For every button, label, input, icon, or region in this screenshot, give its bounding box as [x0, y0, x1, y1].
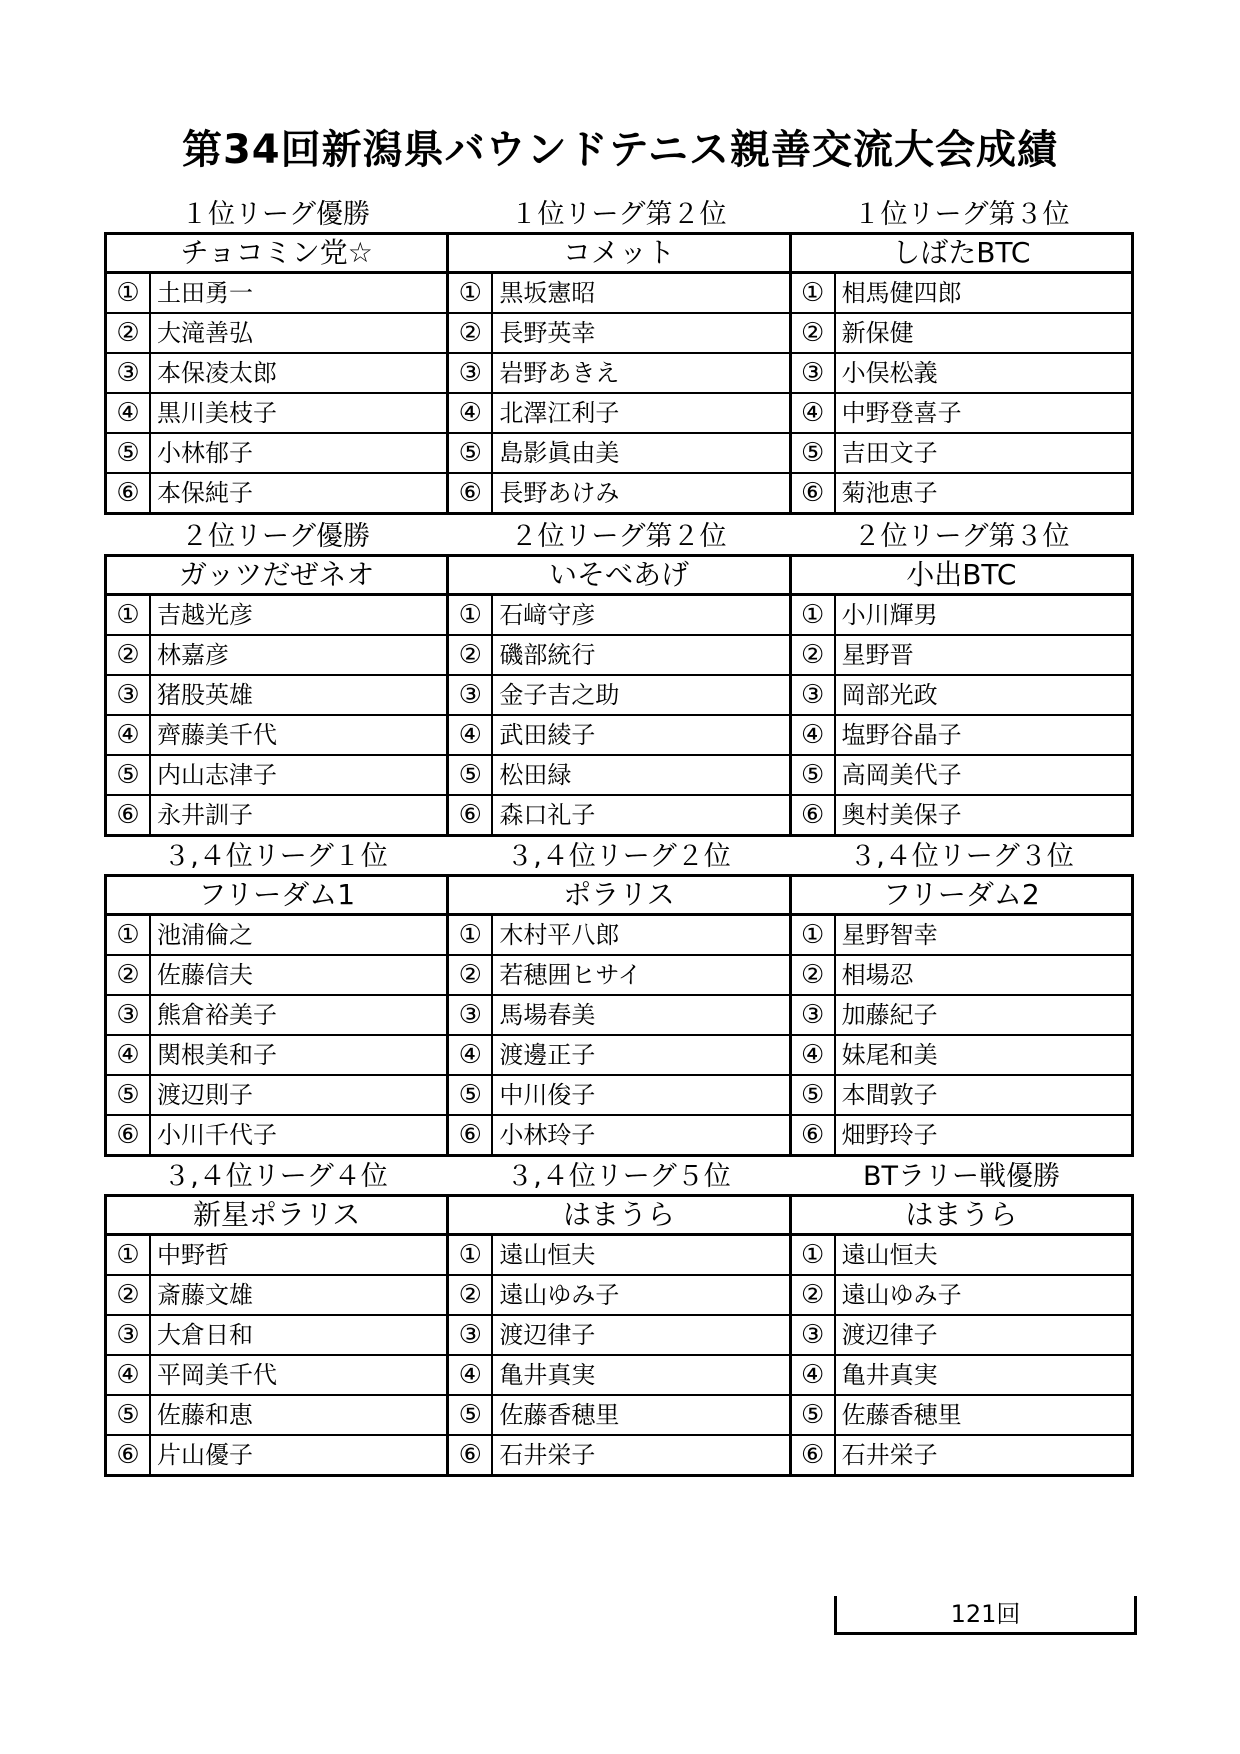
member-row	[792, 434, 1134, 474]
member-row	[107, 596, 449, 636]
member-name: 林嘉彦	[157, 641, 229, 669]
member-name: 中野登喜子	[841, 399, 962, 427]
member-row	[107, 1396, 449, 1436]
member-row	[449, 1076, 791, 1116]
member-row	[792, 1356, 1134, 1396]
ranking-caption: １位リーグ第３位	[853, 199, 1070, 230]
results-table	[104, 232, 1134, 515]
member-number: ⑥	[107, 474, 151, 512]
ranking-caption: ３,４位リーグ１位	[163, 841, 388, 872]
member-row	[107, 676, 449, 716]
member-name: 土田勇一	[157, 279, 253, 307]
member-number: ①	[792, 274, 836, 312]
member-name: 斎藤文雄	[157, 1281, 253, 1309]
member-name: 吉田文子	[841, 439, 938, 467]
ranking-caption: ２位リーグ第２位	[510, 521, 727, 552]
member-name: 佐藤和恵	[157, 1401, 253, 1429]
member-row	[107, 1116, 449, 1157]
member-name: 中野哲	[157, 1241, 229, 1269]
member-number: ④	[107, 1036, 151, 1074]
team-name: フリーダム2	[792, 877, 1134, 916]
member-number: ②	[449, 1276, 493, 1314]
results-section	[104, 840, 1134, 1157]
member-name: 渡辺律子	[499, 1321, 596, 1349]
member-row	[449, 434, 791, 474]
member-row	[107, 1316, 449, 1356]
member-name: 島影眞由美	[499, 439, 620, 467]
member-number: ④	[107, 394, 151, 432]
member-name: 森口礼子	[499, 801, 596, 829]
member-name: 金子吉之助	[499, 681, 620, 709]
member-row	[107, 1236, 449, 1276]
member-row	[792, 756, 1134, 796]
member-number: ⑥	[792, 474, 836, 512]
member-name: 中川俊子	[499, 1081, 596, 1109]
member-number: ①	[449, 274, 493, 312]
member-row	[792, 1236, 1134, 1276]
member-name: 小川千代子	[157, 1121, 277, 1149]
member-number: ③	[792, 354, 836, 392]
team-name: はまうら	[792, 1197, 1134, 1236]
member-name: 菊池恵子	[841, 479, 938, 507]
member-name: 遠山ゆみ子	[841, 1281, 962, 1309]
member-name: 大倉日和	[157, 1321, 253, 1349]
member-row	[792, 274, 1134, 314]
member-name: 遠山恒夫	[841, 1241, 938, 1269]
member-row	[792, 1436, 1134, 1477]
member-name: 長野英幸	[499, 319, 596, 347]
member-row	[107, 636, 449, 676]
member-row	[792, 474, 1134, 515]
member-number: ①	[107, 1236, 151, 1274]
member-number: ①	[449, 916, 493, 954]
member-name: 松田緑	[499, 761, 572, 789]
member-name: 塩野谷晶子	[841, 721, 962, 749]
member-row	[792, 956, 1134, 996]
member-row	[792, 796, 1134, 837]
member-number: ②	[107, 636, 151, 674]
member-row	[107, 314, 449, 354]
member-number: ④	[792, 394, 836, 432]
member-number: ⑤	[792, 756, 836, 794]
member-number: ③	[449, 1316, 493, 1354]
member-row	[449, 1356, 791, 1396]
member-name: 猪股英雄	[157, 681, 253, 709]
member-number: ④	[792, 716, 836, 754]
member-row	[449, 1276, 791, 1316]
member-name: 北澤江利子	[499, 399, 620, 427]
member-name: 渡邊正子	[499, 1041, 596, 1069]
page-title: 第34回新潟県バウンドテニス親善交流大会成績	[181, 127, 1059, 173]
section-captions	[104, 1160, 1134, 1194]
member-name: 星野晋	[841, 641, 914, 669]
member-name: 渡辺律子	[841, 1321, 938, 1349]
ranking-caption: ３,４位リーグ２位	[506, 841, 731, 872]
results-section	[104, 1160, 1134, 1477]
member-number: ③	[792, 996, 836, 1034]
member-row	[449, 394, 791, 434]
member-name: 遠山恒夫	[499, 1241, 596, 1269]
member-row	[107, 1436, 449, 1477]
member-name: 亀井真実	[499, 1361, 596, 1389]
member-number: ②	[107, 314, 151, 352]
member-number: ③	[107, 676, 151, 714]
member-row	[107, 394, 449, 434]
member-number: ②	[792, 636, 836, 674]
member-row	[792, 636, 1134, 676]
member-number: ①	[107, 916, 151, 954]
member-number: ③	[792, 1316, 836, 1354]
member-row	[792, 394, 1134, 434]
ranking-caption: １位リーグ第２位	[510, 199, 727, 230]
member-name: 石井栄子	[841, 1441, 938, 1469]
member-row	[449, 314, 791, 354]
team-name: はまうら	[449, 1197, 791, 1236]
team-name: チョコミン党☆	[107, 235, 449, 274]
member-name: 妹尾和美	[841, 1041, 938, 1069]
member-row	[449, 1116, 791, 1157]
team-name: ポラリス	[449, 877, 791, 916]
member-row	[449, 596, 791, 636]
member-name: 相場忍	[841, 961, 914, 989]
member-number: ⑥	[792, 1436, 836, 1474]
member-row	[449, 996, 791, 1036]
member-number: ③	[107, 996, 151, 1034]
member-row	[107, 796, 449, 837]
member-name: 長野あけみ	[499, 479, 620, 507]
member-number: ⑤	[107, 756, 151, 794]
member-number: ⑤	[107, 434, 151, 472]
member-number: ⑤	[449, 1076, 493, 1114]
team-name: いそべあげ	[449, 557, 791, 596]
member-row	[107, 1276, 449, 1316]
member-name: 小林玲子	[499, 1121, 596, 1149]
member-name: 本保純子	[157, 479, 253, 507]
section-captions	[104, 840, 1134, 874]
member-number: ④	[449, 1356, 493, 1394]
member-name: 星野智幸	[841, 921, 938, 949]
member-row	[449, 1036, 791, 1076]
member-row	[107, 916, 449, 956]
member-name: 熊倉裕美子	[157, 1001, 277, 1029]
member-number: ⑥	[449, 796, 493, 834]
ranking-caption: ２位リーグ第３位	[853, 521, 1070, 552]
member-number: ⑥	[792, 1116, 836, 1154]
member-number: ①	[107, 274, 151, 312]
member-number: ②	[449, 956, 493, 994]
member-name: 小川輝男	[841, 601, 938, 629]
member-row	[792, 676, 1134, 716]
member-number: ③	[449, 354, 493, 392]
member-row	[107, 996, 449, 1036]
member-number: ④	[107, 1356, 151, 1394]
member-number: ②	[792, 314, 836, 352]
member-row	[792, 1036, 1134, 1076]
member-number: ②	[107, 956, 151, 994]
member-number: ①	[449, 596, 493, 634]
member-number: ②	[449, 314, 493, 352]
results-section	[104, 520, 1134, 837]
member-name: 奥村美保子	[841, 801, 962, 829]
section-captions	[104, 520, 1134, 554]
member-name: 若穂囲ヒサイ	[499, 961, 642, 989]
member-row	[792, 1116, 1134, 1157]
member-name: 佐藤信夫	[157, 961, 253, 989]
member-number: ②	[792, 956, 836, 994]
member-row	[449, 716, 791, 756]
member-name: 齊藤美千代	[157, 721, 277, 749]
member-row	[449, 956, 791, 996]
member-row	[107, 756, 449, 796]
member-number: ⑥	[107, 1436, 151, 1474]
results-table	[104, 554, 1134, 837]
member-row	[449, 636, 791, 676]
member-row	[107, 434, 449, 474]
team-name: ガッツだぜネオ	[107, 557, 449, 596]
member-number: ⑤	[449, 434, 493, 472]
ranking-caption: １位リーグ優勝	[181, 199, 370, 230]
member-row	[107, 1036, 449, 1076]
member-number: ⑤	[449, 1396, 493, 1434]
member-row	[449, 354, 791, 394]
member-number: ⑤	[792, 1076, 836, 1114]
footer-count: 121回	[834, 1596, 1137, 1635]
member-name: 本間敦子	[841, 1081, 938, 1109]
member-row	[792, 1396, 1134, 1436]
member-name: 関根美和子	[157, 1041, 277, 1069]
member-name: 池浦倫之	[157, 921, 253, 949]
member-number: ⑥	[792, 796, 836, 834]
member-name: 遠山ゆみ子	[499, 1281, 620, 1309]
member-row	[449, 274, 791, 314]
member-name: 佐藤香穂里	[499, 1401, 620, 1429]
member-number: ②	[792, 1276, 836, 1314]
member-number: ②	[449, 636, 493, 674]
member-number: ③	[107, 354, 151, 392]
results-section	[104, 198, 1134, 515]
member-number: ⑥	[107, 796, 151, 834]
member-number: ⑤	[792, 434, 836, 472]
member-row	[107, 274, 449, 314]
member-name: 平岡美千代	[157, 1361, 277, 1389]
team-name: コメット	[449, 235, 791, 274]
member-name: 永井訓子	[157, 801, 253, 829]
member-row	[792, 354, 1134, 394]
member-row	[449, 916, 791, 956]
member-number: ⑤	[792, 1396, 836, 1434]
member-row	[107, 354, 449, 394]
member-number: ③	[449, 996, 493, 1034]
member-row	[449, 1236, 791, 1276]
member-row	[792, 1276, 1134, 1316]
member-row	[449, 756, 791, 796]
member-number: ⑥	[107, 1116, 151, 1154]
ranking-caption: ３,４位リーグ５位	[506, 1161, 731, 1192]
member-number: ④	[792, 1356, 836, 1394]
member-name: 木村平八郎	[499, 921, 620, 949]
member-name: 亀井真実	[841, 1361, 938, 1389]
member-number: ①	[107, 596, 151, 634]
team-name: しばたBTC	[792, 235, 1134, 274]
member-number: ④	[449, 394, 493, 432]
member-name: 本保凌太郎	[157, 359, 277, 387]
member-row	[107, 1076, 449, 1116]
member-row	[107, 956, 449, 996]
member-name: 石井栄子	[499, 1441, 596, 1469]
member-row	[449, 1396, 791, 1436]
member-number: ④	[449, 716, 493, 754]
member-name: 大滝善弘	[157, 319, 253, 347]
member-name: 黒川美枝子	[157, 399, 277, 427]
member-name: 畑野玲子	[841, 1121, 938, 1149]
ranking-caption: ３,４位リーグ３位	[849, 841, 1074, 872]
member-name: 石﨑守彦	[499, 601, 596, 629]
member-number: ①	[449, 1236, 493, 1274]
member-name: 黒坂憲昭	[499, 279, 596, 307]
member-row	[792, 996, 1134, 1036]
member-row	[449, 474, 791, 515]
member-row	[449, 796, 791, 837]
member-number: ⑥	[449, 1116, 493, 1154]
member-number: ③	[792, 676, 836, 714]
member-number: ③	[449, 676, 493, 714]
member-name: 相馬健四郎	[841, 279, 962, 307]
member-row	[449, 676, 791, 716]
member-number: ④	[792, 1036, 836, 1074]
member-number: ⑤	[449, 756, 493, 794]
member-name: 武田綾子	[499, 721, 596, 749]
member-row	[107, 1356, 449, 1396]
team-name: 小出BTC	[792, 557, 1134, 596]
member-row	[792, 314, 1134, 354]
member-name: 加藤紀子	[841, 1001, 938, 1029]
member-number: ⑤	[107, 1396, 151, 1434]
member-name: 高岡美代子	[841, 761, 962, 789]
member-name: 岡部光政	[841, 681, 938, 709]
member-name: 岩野あきえ	[499, 359, 620, 387]
team-name: フリーダム1	[107, 877, 449, 916]
member-row	[107, 716, 449, 756]
member-number: ①	[792, 916, 836, 954]
member-row	[792, 1316, 1134, 1356]
ranking-caption: BTラリー戦優勝	[862, 1161, 1060, 1192]
member-row	[792, 716, 1134, 756]
member-name: 磯部統行	[499, 641, 596, 669]
section-captions	[104, 198, 1134, 232]
member-number: ⑥	[449, 1436, 493, 1474]
member-name: 片山優子	[157, 1441, 253, 1469]
member-name: 渡辺則子	[157, 1081, 253, 1109]
member-name: 佐藤香穂里	[841, 1401, 962, 1429]
member-row	[449, 1436, 791, 1477]
team-name: 新星ポラリス	[107, 1197, 449, 1236]
member-number: ③	[107, 1316, 151, 1354]
member-number: ①	[792, 1236, 836, 1274]
member-number: ⑥	[449, 474, 493, 512]
results-table	[104, 874, 1134, 1157]
member-number: ①	[792, 596, 836, 634]
member-name: 小林郁子	[157, 439, 253, 467]
member-name: 小俣松義	[841, 359, 938, 387]
member-row	[792, 596, 1134, 636]
member-name: 馬場春美	[499, 1001, 596, 1029]
member-number: ⑤	[107, 1076, 151, 1114]
member-number: ④	[449, 1036, 493, 1074]
member-number: ④	[107, 716, 151, 754]
results-table	[104, 1194, 1134, 1477]
member-row	[792, 1076, 1134, 1116]
member-row	[107, 474, 449, 515]
ranking-caption: ３,４位リーグ４位	[163, 1161, 388, 1192]
ranking-caption: ２位リーグ優勝	[181, 521, 370, 552]
member-name: 吉越光彦	[157, 601, 253, 629]
member-name: 内山志津子	[157, 761, 277, 789]
member-name: 新保健	[841, 319, 914, 347]
member-row	[449, 1316, 791, 1356]
member-row	[792, 916, 1134, 956]
member-number: ②	[107, 1276, 151, 1314]
